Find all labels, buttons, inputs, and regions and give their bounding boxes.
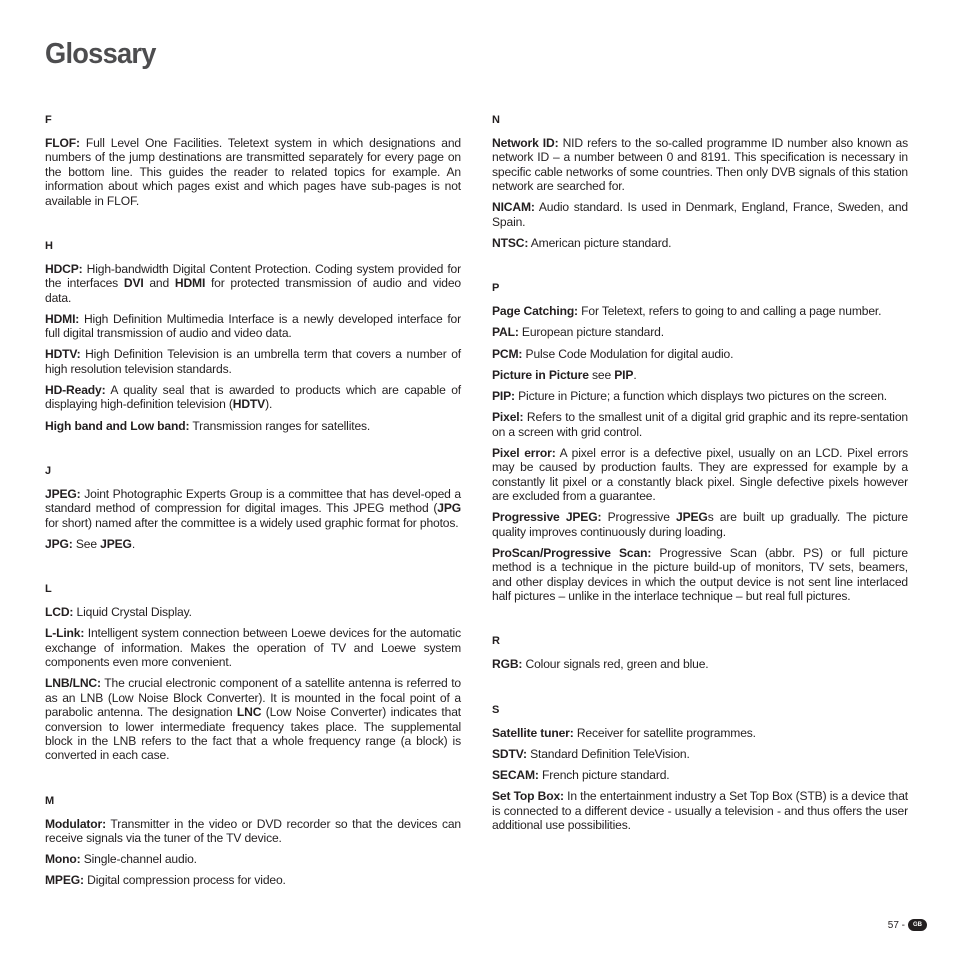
glossary-term: JPEG xyxy=(100,536,132,551)
glossary-text: European picture standard. xyxy=(518,325,664,340)
glossary-entry xyxy=(492,389,908,403)
glossary-term: Satellite tuner: xyxy=(492,725,574,740)
glossary-text: A quality seal that is awarded to products which are capable of displaying high-definition television ( xyxy=(45,383,461,412)
glossary-text: . xyxy=(131,536,136,551)
section-letter-s: S xyxy=(492,703,500,716)
glossary-text: for short) named after the committee is a widely used graphic format for photos. xyxy=(45,515,459,530)
glossary-text: For Teletext, refers to going to and calling a page number. xyxy=(577,304,882,319)
glossary-term: PIP: xyxy=(492,389,515,404)
glossary-term: HDTV: xyxy=(45,347,81,362)
glossary-entry xyxy=(492,726,908,740)
glossary-text: See xyxy=(72,536,101,551)
glossary-entry xyxy=(45,676,461,762)
glossary-text: Standard Definition TeleVision. xyxy=(526,746,690,761)
glossary-term: RGB: xyxy=(492,657,523,672)
glossary-entry xyxy=(492,747,908,761)
glossary-entry xyxy=(492,304,908,318)
glossary-term: Picture in Picture xyxy=(492,367,589,382)
glossary-term: HDMI xyxy=(174,276,206,291)
section-letter-n: N xyxy=(492,114,500,126)
glossary-term: LCD: xyxy=(45,605,74,620)
glossary-entry xyxy=(45,487,461,530)
glossary-term: HDTV xyxy=(232,397,266,412)
glossary-entry xyxy=(492,410,908,439)
glossary-entry xyxy=(492,200,908,229)
glossary-term: ProScan/Progressive Scan: xyxy=(492,545,652,560)
glossary-term: DVI xyxy=(123,276,144,291)
glossary-term: JPG xyxy=(437,501,461,516)
glossary-text: Receiver for satellite programmes. xyxy=(573,725,756,740)
glossary-text: Intelligent system connection between Loewe devices for the automatic exchange of information. Makes the operation of TV and Loewe system components even more convenient. xyxy=(45,626,461,670)
glossary-term: JPEG xyxy=(676,510,708,525)
language-badge: GB xyxy=(908,919,927,931)
glossary-entry xyxy=(492,510,908,539)
section-gap xyxy=(45,440,461,464)
glossary-entry xyxy=(492,136,908,194)
glossary-term: PIP xyxy=(614,367,634,382)
glossary-text: Progressive xyxy=(601,510,677,525)
glossary-text: Single-channel audio. xyxy=(80,852,197,867)
glossary-entry xyxy=(492,325,908,339)
glossary-term: JPEG: xyxy=(45,486,81,501)
glossary-column-left xyxy=(45,113,461,895)
glossary-entry xyxy=(492,657,908,671)
glossary-entry xyxy=(45,383,461,412)
glossary-term: SDTV: xyxy=(492,746,527,761)
glossary-term: Pixel: xyxy=(492,410,524,425)
section-letter-j: J xyxy=(45,464,52,477)
glossary-entry xyxy=(492,368,908,382)
glossary-entry xyxy=(492,236,908,250)
glossary-text: (Low Noise Converter) indicates that conversion to lower intermediate frequency takes place. The supplemental block in the LNB refers to the fact that a whole frequency range (a block) is converted in each case. xyxy=(45,705,461,763)
glossary-term: HDMI: xyxy=(45,311,80,326)
glossary-text: Transmitter in the video or DVD recorder so that the devices can receive signals via the tuner of the TV device. xyxy=(45,816,461,845)
glossary-entry xyxy=(45,626,461,669)
section-letter-h: H xyxy=(45,239,53,252)
glossary-entry xyxy=(45,136,461,208)
glossary-text: ). xyxy=(265,397,273,412)
glossary-term: JPG: xyxy=(45,536,73,551)
section-gap xyxy=(45,770,461,794)
glossary-term: NICAM: xyxy=(492,200,535,215)
section-letter-l: L xyxy=(45,583,52,596)
glossary-text: . xyxy=(633,367,637,382)
glossary-term: FLOF: xyxy=(45,136,80,150)
glossary-term: High band and Low band: xyxy=(45,418,190,433)
glossary-entry xyxy=(492,768,908,782)
glossary-text: s are built up gradually. The picture quality improves continuously during loading. xyxy=(492,510,908,539)
glossary-entry xyxy=(492,789,908,832)
glossary-term: Page Catching: xyxy=(492,304,578,319)
glossary-text: High Definition Television is an umbrella term that covers a number of high resolution television standards. xyxy=(45,347,461,376)
glossary-text: French picture standard. xyxy=(538,767,670,782)
glossary-text: High Definition Multimedia Interface is a newly developed interface for full digital transmission of audio and video data. xyxy=(45,311,461,341)
glossary-entry xyxy=(45,605,461,619)
glossary-term: PAL: xyxy=(492,325,519,340)
glossary-term: SECAM: xyxy=(492,767,539,782)
glossary-text: In the entertainment industry a Set Top Box (STB) is a device that is connected to a different device - usually a television - and thus offers the user additional use possibilities. xyxy=(492,789,908,832)
page-number: 57 - xyxy=(887,919,905,931)
glossary-entry xyxy=(492,446,908,504)
glossary-text: Liquid Crystal Display. xyxy=(73,605,192,620)
glossary-text: Colour signals red, green and blue. xyxy=(522,657,709,672)
glossary-term: HDCP: xyxy=(45,261,83,276)
glossary-entry xyxy=(45,817,461,846)
glossary-text: Transmission ranges for satellites. xyxy=(189,418,371,433)
glossary-term: Modulator: xyxy=(45,816,106,831)
glossary-text: Digital compression process for video. xyxy=(83,873,286,888)
glossary-term: PCM: xyxy=(492,346,523,361)
glossary-text: American picture standard. xyxy=(528,236,672,251)
glossary-term: Set Top Box: xyxy=(492,789,564,804)
glossary-term: Progressive JPEG: xyxy=(492,510,602,525)
glossary-text: A pixel error is a defective pixel, usually on an LCD. Pixel errors may be caused by production faults. They are expressed for example by a constantly lit pixel or a constantly black pixel. Single defective pixels however are excluded from a guarantee. xyxy=(492,445,908,504)
glossary-entry xyxy=(45,873,461,887)
glossary-term: MPEG: xyxy=(45,873,84,888)
glossary-text: Progressive Scan (abbr. PS) or full picture method is a technique in the picture build-up of monitors, TV sets, beamers, and other display devices in which the output device is not sent line interlaced half pictures – unlike in the interlace technique – but real full pictures. xyxy=(492,545,909,604)
glossary-entry xyxy=(45,537,461,551)
section-letter-r: R xyxy=(492,635,500,648)
glossary-text: Full Level One Facilities. Teletext system in which designations and numbers of the jump destinations are transmitted separately for every page on the bottom line. This guides the reader to related topics for example. An information about which pages exist and which pages have sub-pages is not available in FLOF. xyxy=(45,136,461,208)
glossary-entry xyxy=(45,347,461,376)
glossary-entry xyxy=(45,419,461,433)
glossary-term: LNB/LNC: xyxy=(45,676,101,691)
glossary-term: L-Link: xyxy=(45,626,85,641)
glossary-term: HD-Ready: xyxy=(45,383,106,398)
section-letter-p: P xyxy=(492,282,500,295)
glossary-entry xyxy=(45,262,461,305)
section-letter-m: M xyxy=(45,794,55,807)
glossary-text: High-bandwidth Digital Content Protection. Coding system provided for the interfaces xyxy=(45,261,461,291)
glossary-term: LNC xyxy=(236,705,262,720)
glossary-entry xyxy=(492,347,908,361)
section-letter-f: F xyxy=(45,114,52,126)
glossary-term: NTSC: xyxy=(492,236,529,251)
glossary-term: Network ID: xyxy=(492,136,559,150)
section-gap xyxy=(492,610,908,634)
glossary-text: Pulse Code Modulation for digital audio. xyxy=(522,346,734,361)
section-gap xyxy=(492,679,908,703)
glossary-term: Mono: xyxy=(45,852,81,867)
glossary-text: Audio standard. Is used in Denmark, England, France, Sweden, and Spain. xyxy=(492,200,908,229)
section-gap xyxy=(45,558,461,582)
glossary-text: for protected transmission of audio and video data. xyxy=(45,276,461,305)
glossary-text: Joint Photographic Experts Group is a committee that has devel-oped a standard method of compression for digital images. This JPEG method ( xyxy=(45,486,461,516)
glossary-text: The crucial electronic component of a satellite antenna is referred to as an LNB (Low Noise Block Converter). It is mounted in the focal point of a parabolic antenna. The designation xyxy=(45,676,461,720)
glossary-text: see xyxy=(588,367,615,382)
section-gap xyxy=(45,215,461,239)
page-title: Glossary xyxy=(45,38,156,70)
glossary-text: and xyxy=(143,276,175,291)
glossary-text: Picture in Picture; a function which displays two pictures on the screen. xyxy=(514,389,887,404)
glossary-text: Refers to the smallest unit of a digital grid graphic and its repre-sentation on a screen with grid control. xyxy=(492,410,908,439)
glossary-term: Pixel error: xyxy=(492,445,556,460)
glossary-entry xyxy=(492,546,908,604)
glossary-entry xyxy=(45,852,461,866)
section-gap xyxy=(492,257,908,281)
page-footer xyxy=(888,919,927,931)
glossary-column-right xyxy=(492,113,908,839)
glossary-text: NID refers to the so-called programme ID number also known as network ID – a number between 0 and 8191. This specification is necessary in specific cable networks of some countries. Then only DVB signals of this station network are searched for. xyxy=(492,136,908,194)
glossary-entry xyxy=(45,312,461,341)
